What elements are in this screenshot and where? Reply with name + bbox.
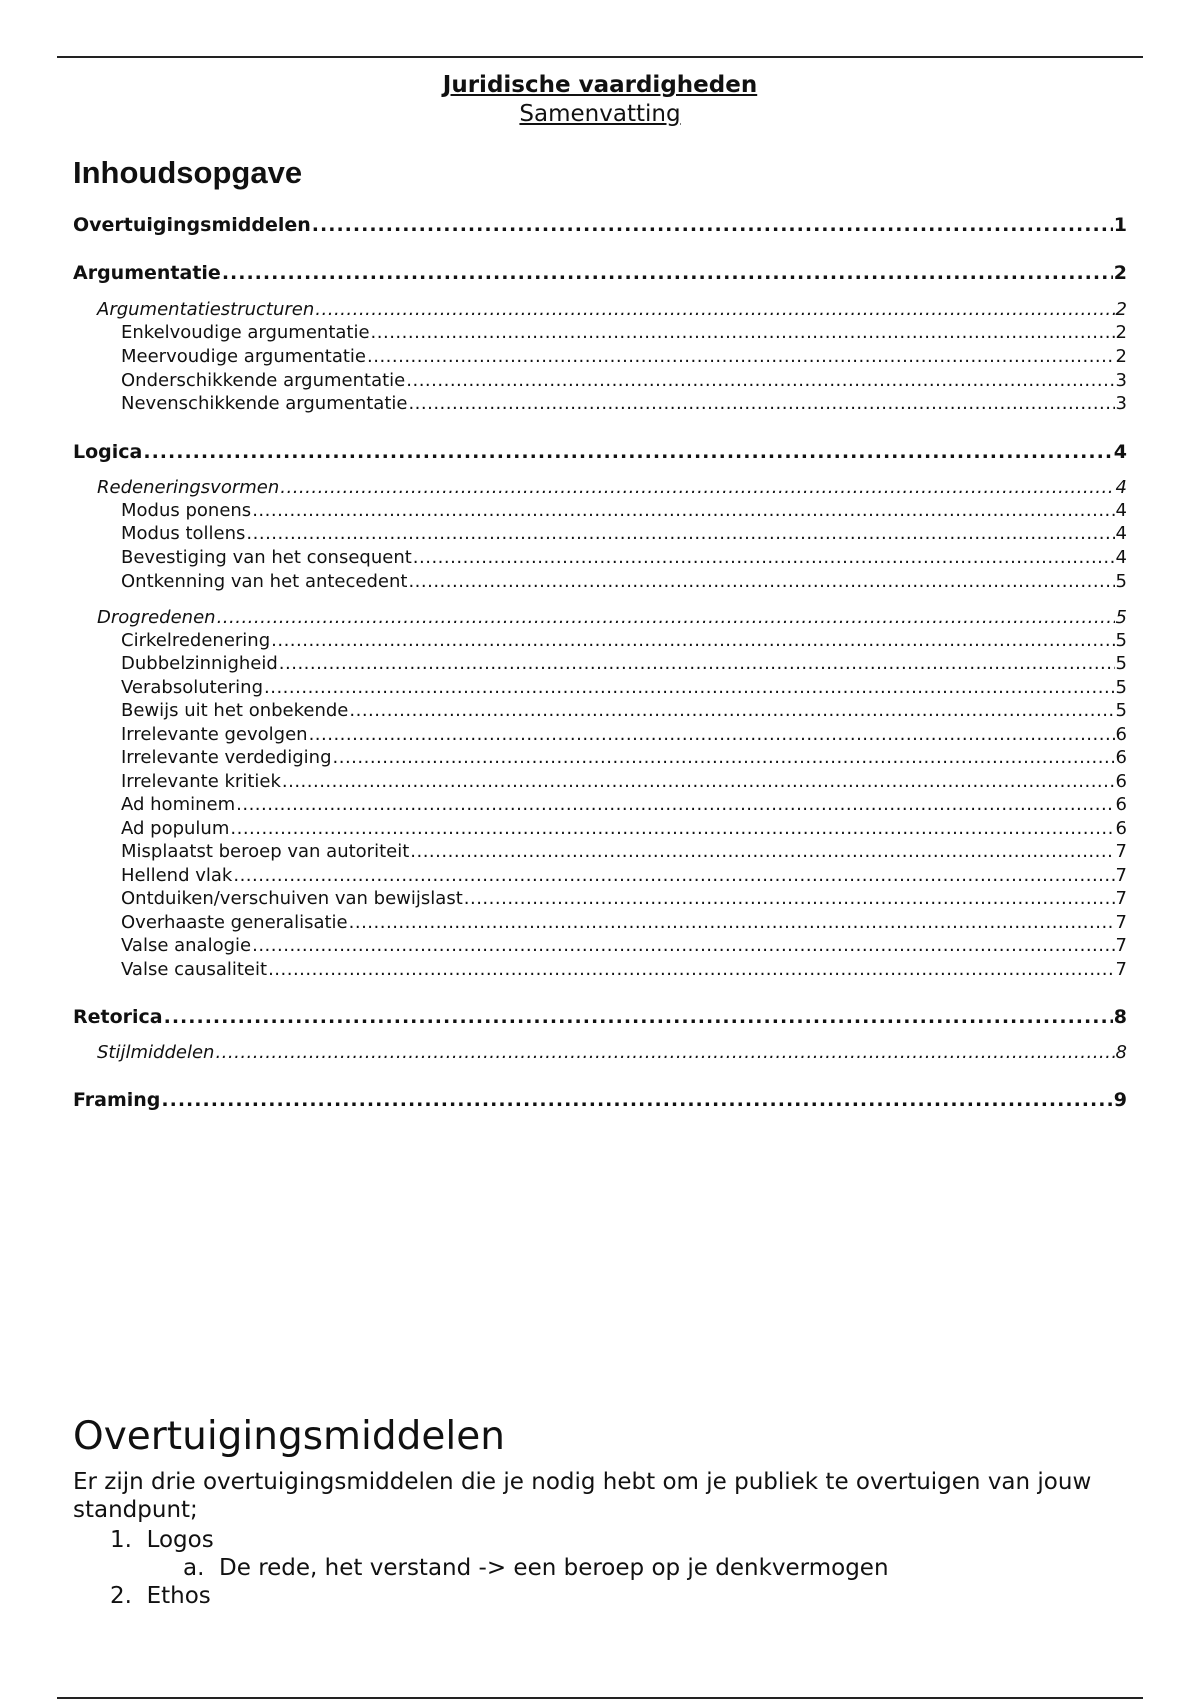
toc-entry-ad-hominem[interactable] bbox=[121, 793, 1127, 816]
toc-leader bbox=[333, 746, 1115, 769]
toc-entry-text: Modus ponens bbox=[121, 500, 252, 521]
toc-entry-argumentatie[interactable] bbox=[73, 261, 1127, 285]
toc-entry-modus-ponens[interactable] bbox=[121, 499, 1127, 522]
toc-page-number: 3 bbox=[1115, 393, 1127, 414]
toc-page-number: 8 bbox=[1113, 1006, 1127, 1028]
toc-leader bbox=[236, 793, 1114, 816]
toc-entry-redeneringsvormen[interactable] bbox=[97, 476, 1127, 499]
toc-entry-text: Verabsolutering bbox=[121, 677, 264, 698]
toc-leader bbox=[246, 522, 1114, 545]
toc-entry-text: Modus tollens bbox=[121, 523, 246, 544]
toc-entry-text: Stijlmiddelen bbox=[97, 1042, 215, 1063]
toc-entry-meervoudige-argumentatie[interactable] bbox=[121, 345, 1127, 368]
toc-leader bbox=[413, 546, 1115, 569]
toc-leader bbox=[282, 770, 1115, 793]
toc-page-number: 5 bbox=[1115, 677, 1127, 698]
toc-entry-ontkenning-van-het-antecedent[interactable] bbox=[121, 570, 1127, 593]
toc-entry-irrelevante-gevolgen[interactable] bbox=[121, 723, 1127, 746]
toc-entry-bewijs-uit-het-onbekende[interactable] bbox=[121, 699, 1127, 722]
list-item-text: Ethos bbox=[146, 1583, 211, 1609]
toc-leader bbox=[252, 934, 1114, 957]
toc-entry-cirkelredenering[interactable] bbox=[121, 629, 1127, 652]
toc-entry-ontduiken-verschuiven-van-bewijslast[interactable] bbox=[121, 887, 1127, 910]
document-subtitle: Samenvatting bbox=[519, 101, 681, 127]
toc-leader bbox=[222, 261, 1113, 285]
toc-entry-stijlmiddelen[interactable] bbox=[97, 1041, 1127, 1064]
toc-entry-hellend-vlak[interactable] bbox=[121, 864, 1127, 887]
toc-entry-text: Valse causaliteit bbox=[121, 959, 268, 980]
toc-entry-text: Ad populum bbox=[121, 818, 230, 839]
toc-entry-text: Ad hominem bbox=[121, 794, 236, 815]
toc-entry-verabsolutering[interactable] bbox=[121, 676, 1127, 699]
toc-page-number: 5 bbox=[1115, 653, 1127, 674]
section-heading: Overtuigingsmiddelen bbox=[73, 1414, 505, 1459]
toc-entry-text: Argumentatie bbox=[73, 262, 221, 284]
toc-page-number: 1 bbox=[1113, 214, 1127, 236]
list-item bbox=[110, 1582, 211, 1610]
toc-leader bbox=[143, 440, 1112, 464]
toc-leader bbox=[315, 298, 1114, 321]
toc-entry-bevestiging-van-het-consequent[interactable] bbox=[121, 546, 1127, 569]
page-top-rule bbox=[57, 56, 1143, 58]
toc-page-number: 6 bbox=[1115, 818, 1127, 839]
toc-leader bbox=[271, 629, 1114, 652]
list-item bbox=[183, 1554, 889, 1582]
toc-leader bbox=[164, 1005, 1113, 1029]
toc-entry-text: Dubbelzinnigheid bbox=[121, 653, 278, 674]
toc-entry-misplaatst-beroep-van-autoriteit[interactable] bbox=[121, 840, 1127, 863]
list-marker: 1. bbox=[110, 1527, 132, 1553]
toc-page-number: 4 bbox=[1115, 547, 1127, 568]
toc-page-number: 7 bbox=[1115, 935, 1127, 956]
toc-entry-text: Overhaaste generalisatie bbox=[121, 912, 348, 933]
toc-page-number: 5 bbox=[1115, 700, 1127, 721]
toc-page-number: 2 bbox=[1115, 299, 1127, 320]
toc-leader bbox=[410, 840, 1114, 863]
page-bottom-rule bbox=[57, 1697, 1143, 1699]
toc-entry-valse-analogie[interactable] bbox=[121, 934, 1127, 957]
toc-entry-enkelvoudige-argumentatie[interactable] bbox=[121, 321, 1127, 344]
toc-entry-text: Meervoudige argumentatie bbox=[121, 346, 366, 367]
toc-entry-valse-causaliteit[interactable] bbox=[121, 958, 1127, 981]
toc-entry-onderschikkende-argumentatie[interactable] bbox=[121, 369, 1127, 392]
toc-entry-text: Cirkelredenering bbox=[121, 630, 271, 651]
toc-entry-drogredenen[interactable] bbox=[97, 606, 1127, 629]
toc-entry-retorica[interactable] bbox=[73, 1005, 1127, 1029]
toc-page-number: 8 bbox=[1115, 1042, 1127, 1063]
toc-entry-text: Drogredenen bbox=[97, 607, 216, 628]
toc-entry-text: Valse analogie bbox=[121, 935, 252, 956]
toc-leader bbox=[406, 369, 1114, 392]
toc-page-number: 6 bbox=[1115, 724, 1127, 745]
toc-leader bbox=[349, 911, 1115, 934]
toc-page-number: 3 bbox=[1115, 370, 1127, 391]
toc-entry-ad-populum[interactable] bbox=[121, 817, 1127, 840]
toc-entry-logica[interactable] bbox=[73, 440, 1127, 464]
toc-entry-modus-tollens[interactable] bbox=[121, 522, 1127, 545]
toc-page-number: 6 bbox=[1115, 794, 1127, 815]
toc-entry-text: Argumentatiestructuren bbox=[97, 299, 315, 320]
toc-page-number: 2 bbox=[1115, 322, 1127, 343]
toc-leader bbox=[349, 699, 1114, 722]
intro-paragraph: Er zijn drie overtuigingsmiddelen die je nodig hebt om je publiek te overtuigen van jouw standpunt; bbox=[73, 1469, 1092, 1523]
toc-leader bbox=[312, 213, 1113, 237]
toc-leader bbox=[408, 570, 1114, 593]
toc-entry-text: Overtuigingsmiddelen bbox=[73, 214, 311, 236]
toc-leader bbox=[371, 321, 1115, 344]
toc-page-number: 2 bbox=[1115, 346, 1127, 367]
toc-leader bbox=[161, 1088, 1112, 1112]
toc-entry-overtuigingsmiddelen[interactable] bbox=[73, 213, 1127, 237]
toc-leader bbox=[217, 606, 1115, 629]
toc-leader bbox=[268, 958, 1114, 981]
toc-page-number: 7 bbox=[1115, 841, 1127, 862]
toc-entry-text: Framing bbox=[73, 1089, 161, 1111]
toc-page-number: 6 bbox=[1115, 747, 1127, 768]
list-item-text: Logos bbox=[146, 1527, 214, 1553]
toc-leader bbox=[309, 723, 1115, 746]
toc-page-number: 7 bbox=[1115, 912, 1127, 933]
toc-leader bbox=[252, 499, 1114, 522]
toc-entry-irrelevante-verdediging[interactable] bbox=[121, 746, 1127, 769]
toc-entry-text: Onderschikkende argumentatie bbox=[121, 370, 406, 391]
list-item-text: De rede, het verstand -> een beroep op je denkvermogen bbox=[219, 1555, 889, 1581]
toc-leader bbox=[215, 1041, 1114, 1064]
toc-entry-text: Irrelevante gevolgen bbox=[121, 724, 308, 745]
toc-entry-text: Nevenschikkende argumentatie bbox=[121, 393, 408, 414]
toc-page-number: 7 bbox=[1115, 865, 1127, 886]
document-title: Juridische vaardigheden bbox=[442, 72, 758, 98]
toc-leader bbox=[464, 887, 1115, 910]
toc-entry-text: Ontkenning van het antecedent bbox=[121, 571, 408, 592]
list-marker: a. bbox=[183, 1555, 205, 1581]
toc-leader bbox=[233, 864, 1114, 887]
toc-page-number: 4 bbox=[1113, 441, 1127, 463]
toc-page-number: 5 bbox=[1115, 630, 1127, 651]
toc-entry-text: Enkelvoudige argumentatie bbox=[121, 322, 370, 343]
toc-leader bbox=[230, 817, 1114, 840]
toc-heading: Inhoudsopgave bbox=[73, 155, 303, 190]
toc-page-number: 4 bbox=[1115, 523, 1127, 544]
toc-entry-text: Irrelevante kritiek bbox=[121, 771, 281, 792]
toc-page-number: 5 bbox=[1115, 571, 1127, 592]
toc-leader bbox=[408, 392, 1114, 415]
toc-entry-argumentatiestructuren[interactable] bbox=[97, 298, 1127, 321]
toc-entry-text: Bevestiging van het consequent bbox=[121, 547, 412, 568]
toc-entry-text: Misplaatst beroep van autoriteit bbox=[121, 841, 410, 862]
list-item bbox=[110, 1526, 214, 1554]
toc-entry-text: Redeneringsvormen bbox=[97, 477, 280, 498]
toc-page-number: 6 bbox=[1115, 771, 1127, 792]
toc-page-number: 5 bbox=[1115, 607, 1127, 628]
toc-page-number: 4 bbox=[1115, 477, 1127, 498]
toc-entry-text: Bewijs uit het onbekende bbox=[121, 700, 349, 721]
toc-leader bbox=[367, 345, 1115, 368]
toc-entry-nevenschikkende-argumentatie[interactable] bbox=[121, 392, 1127, 415]
list-marker: 2. bbox=[110, 1583, 132, 1609]
toc-entry-text: Ontduiken/verschuiven van bewijslast bbox=[121, 888, 463, 909]
toc-page-number: 2 bbox=[1113, 262, 1127, 284]
toc-entry-overhaaste-generalisatie[interactable] bbox=[121, 911, 1127, 934]
toc-page-number: 7 bbox=[1115, 888, 1127, 909]
toc-page-number: 7 bbox=[1115, 959, 1127, 980]
toc-entry-dubbelzinnigheid[interactable] bbox=[121, 652, 1127, 675]
toc-entry-framing[interactable] bbox=[73, 1088, 1127, 1112]
toc-entry-irrelevante-kritiek[interactable] bbox=[121, 770, 1127, 793]
toc-page-number: 4 bbox=[1115, 500, 1127, 521]
toc-page-number: 9 bbox=[1113, 1089, 1127, 1111]
toc-entry-text: Logica bbox=[73, 441, 143, 463]
toc-leader bbox=[279, 652, 1115, 675]
toc-leader bbox=[264, 676, 1115, 699]
toc-leader bbox=[280, 476, 1114, 499]
toc-entry-text: Retorica bbox=[73, 1006, 163, 1028]
toc-entry-text: Hellend vlak bbox=[121, 865, 233, 886]
toc-entry-text: Irrelevante verdediging bbox=[121, 747, 332, 768]
